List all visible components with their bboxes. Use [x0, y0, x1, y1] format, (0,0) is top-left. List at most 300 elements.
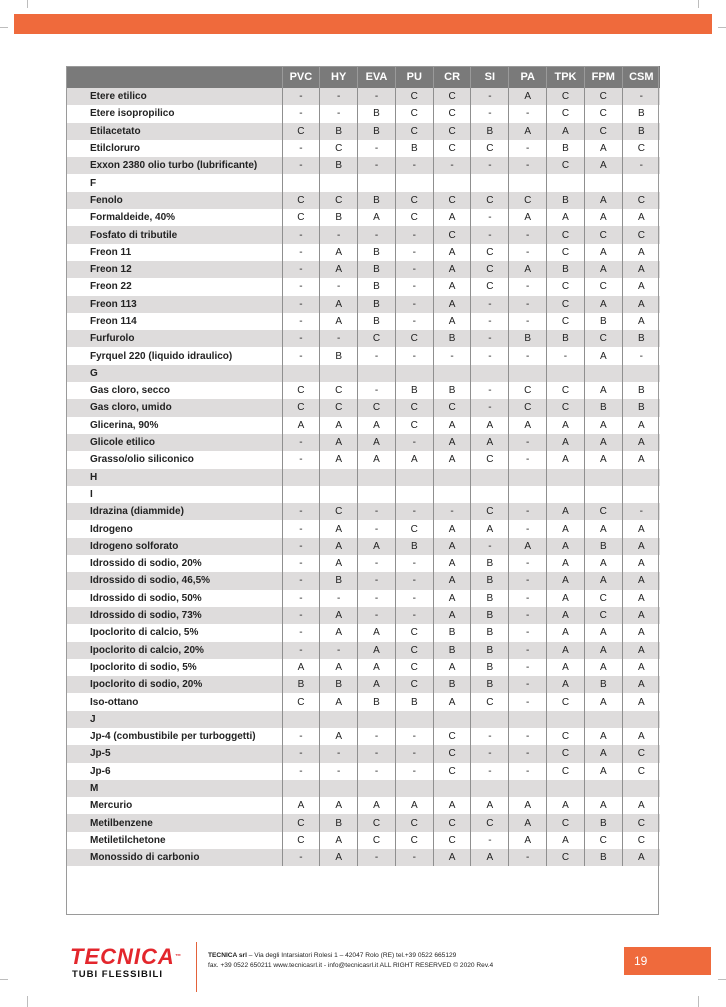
rating-cell: A: [433, 209, 471, 226]
rating-cell: [320, 365, 358, 382]
column-header: PA: [509, 66, 547, 88]
rating-cell: A: [547, 538, 585, 555]
rating-cell: -: [471, 347, 509, 364]
substance-name-cell: Monossido di carbonio: [66, 849, 282, 866]
rating-cell: -: [509, 157, 547, 174]
table-row: [66, 417, 660, 434]
rating-cell: A: [622, 261, 660, 278]
rating-cell: -: [471, 832, 509, 849]
rating-cell: [622, 486, 660, 503]
rating-cell: B: [433, 624, 471, 641]
substance-name-cell: Idrossido di sodio, 50%: [66, 590, 282, 607]
rating-cell: A: [471, 520, 509, 537]
rating-cell: -: [320, 590, 358, 607]
rating-cell: B: [584, 849, 622, 866]
rating-cell: A: [584, 693, 622, 710]
rating-cell: -: [358, 347, 396, 364]
rating-cell: B: [282, 676, 320, 693]
rating-cell: -: [471, 157, 509, 174]
rating-cell: C: [433, 192, 471, 209]
rating-cell: A: [509, 538, 547, 555]
substance-name-cell: Formaldeide, 40%: [66, 209, 282, 226]
rating-cell: [358, 486, 396, 503]
rating-cell: [320, 486, 358, 503]
rating-cell: B: [584, 676, 622, 693]
rating-cell: [622, 174, 660, 191]
substance-name-cell: Freon 113: [66, 296, 282, 313]
rating-cell: A: [547, 624, 585, 641]
rating-cell: -: [471, 538, 509, 555]
rating-cell: A: [622, 849, 660, 866]
rating-cell: -: [509, 105, 547, 122]
rating-cell: C: [547, 693, 585, 710]
rating-cell: C: [547, 814, 585, 831]
rating-cell: C: [471, 693, 509, 710]
rating-cell: C: [547, 105, 585, 122]
rating-cell: C: [584, 123, 622, 140]
rating-cell: A: [547, 417, 585, 434]
rating-cell: A: [622, 434, 660, 451]
rating-cell: A: [433, 538, 471, 555]
table-row: [66, 607, 660, 624]
rating-cell: -: [395, 278, 433, 295]
rating-cell: A: [622, 728, 660, 745]
rating-cell: C: [433, 728, 471, 745]
rating-cell: A: [584, 451, 622, 468]
table-row: [66, 572, 660, 589]
rating-cell: A: [433, 261, 471, 278]
rating-cell: [584, 174, 622, 191]
rating-cell: [471, 469, 509, 486]
substance-name-cell: Fenolo: [66, 192, 282, 209]
substance-name-cell: Idrazina (diammide): [66, 503, 282, 520]
rating-cell: [584, 711, 622, 728]
rating-cell: B: [358, 278, 396, 295]
rating-cell: A: [433, 296, 471, 313]
column-header: CR: [433, 66, 471, 88]
substance-name-cell: Ipoclorito di sodio, 20%: [66, 676, 282, 693]
rating-cell: -: [509, 693, 547, 710]
rating-cell: A: [622, 555, 660, 572]
company-info: [208, 951, 493, 971]
rating-cell: C: [358, 814, 396, 831]
rating-cell: -: [471, 296, 509, 313]
rating-cell: C: [395, 330, 433, 347]
rating-cell: -: [509, 572, 547, 589]
rating-cell: C: [622, 832, 660, 849]
rating-cell: [433, 780, 471, 797]
rating-cell: -: [509, 244, 547, 261]
rating-cell: -: [509, 296, 547, 313]
table-row: [66, 642, 660, 659]
rating-cell: C: [395, 209, 433, 226]
company-address: [208, 951, 493, 961]
table-row: [66, 261, 660, 278]
rating-cell: -: [282, 572, 320, 589]
rating-cell: A: [282, 417, 320, 434]
rating-cell: -: [509, 642, 547, 659]
rating-cell: C: [395, 88, 433, 105]
column-header: TPK: [547, 66, 585, 88]
rating-cell: A: [320, 538, 358, 555]
rating-cell: C: [547, 296, 585, 313]
rating-cell: -: [395, 849, 433, 866]
rating-cell: B: [547, 192, 585, 209]
rating-cell: [622, 780, 660, 797]
rating-cell: B: [320, 572, 358, 589]
rating-cell: A: [622, 244, 660, 261]
rating-cell: -: [509, 590, 547, 607]
rating-cell: B: [358, 123, 396, 140]
header-accent-bar: [14, 14, 712, 34]
table-row: [66, 382, 660, 399]
rating-cell: C: [547, 763, 585, 780]
rating-cell: C: [433, 88, 471, 105]
rating-cell: A: [584, 140, 622, 157]
rating-cell: A: [547, 555, 585, 572]
crop-mark: [27, 996, 28, 1007]
rating-cell: A: [471, 849, 509, 866]
rating-cell: A: [433, 607, 471, 624]
rating-cell: C: [547, 278, 585, 295]
rating-cell: B: [622, 123, 660, 140]
rating-cell: B: [471, 607, 509, 624]
rating-cell: -: [471, 763, 509, 780]
rating-cell: C: [584, 607, 622, 624]
table-row: [66, 174, 660, 191]
table-row: [66, 296, 660, 313]
rating-cell: C: [584, 832, 622, 849]
substance-name-cell: Ipoclorito di calcio, 20%: [66, 642, 282, 659]
rating-cell: [395, 711, 433, 728]
substance-name-cell: Exxon 2380 olio turbo (lubrificante): [66, 157, 282, 174]
rating-cell: [282, 486, 320, 503]
substance-name-cell: Etere isopropilico: [66, 105, 282, 122]
rating-cell: -: [395, 607, 433, 624]
rating-cell: A: [584, 642, 622, 659]
substance-name-cell: Iso-ottano: [66, 693, 282, 710]
rating-cell: C: [282, 209, 320, 226]
rating-cell: B: [471, 123, 509, 140]
rating-cell: -: [358, 503, 396, 520]
crop-mark: [698, 996, 699, 1007]
rating-cell: A: [622, 451, 660, 468]
rating-cell: A: [622, 520, 660, 537]
rating-cell: -: [433, 503, 471, 520]
rating-cell: A: [320, 313, 358, 330]
rating-cell: B: [395, 382, 433, 399]
rating-cell: B: [395, 140, 433, 157]
substance-name-cell: Metiletilchetone: [66, 832, 282, 849]
rating-cell: C: [584, 105, 622, 122]
rating-cell: A: [433, 659, 471, 676]
rating-cell: C: [509, 192, 547, 209]
rating-cell: [584, 486, 622, 503]
rating-cell: -: [471, 226, 509, 243]
rating-cell: [358, 469, 396, 486]
rating-cell: A: [509, 417, 547, 434]
rating-cell: A: [547, 607, 585, 624]
address-text: – Via degli Intarsiatori Rolesi 1 – 42047 Rolo (RE) tel.+39 0522 665129: [246, 952, 457, 959]
rating-cell: B: [622, 105, 660, 122]
substance-name-cell: Gas cloro, secco: [66, 382, 282, 399]
rating-cell: -: [622, 88, 660, 105]
rating-cell: A: [547, 503, 585, 520]
rating-cell: A: [320, 624, 358, 641]
rating-cell: -: [395, 313, 433, 330]
rating-cell: B: [320, 123, 358, 140]
rating-cell: C: [622, 814, 660, 831]
table-row: [66, 365, 660, 382]
rating-cell: C: [547, 88, 585, 105]
rating-cell: C: [395, 520, 433, 537]
rating-cell: -: [358, 140, 396, 157]
table-row: [66, 711, 660, 728]
rating-cell: [320, 711, 358, 728]
table-row: [66, 538, 660, 555]
table-row: [66, 590, 660, 607]
rating-cell: A: [584, 659, 622, 676]
rating-cell: -: [282, 226, 320, 243]
rating-cell: -: [471, 382, 509, 399]
rating-cell: B: [471, 555, 509, 572]
substance-name-cell: Freon 22: [66, 278, 282, 295]
rating-cell: -: [282, 278, 320, 295]
rating-cell: B: [320, 209, 358, 226]
header-blank-cell: [66, 66, 282, 88]
table-row: [66, 278, 660, 295]
rating-cell: A: [622, 417, 660, 434]
rating-cell: [433, 711, 471, 728]
rating-cell: A: [509, 88, 547, 105]
rating-cell: A: [395, 797, 433, 814]
rating-cell: -: [395, 590, 433, 607]
rating-cell: -: [509, 434, 547, 451]
rating-cell: -: [509, 555, 547, 572]
rating-cell: [320, 469, 358, 486]
rating-cell: A: [433, 244, 471, 261]
rating-cell: B: [358, 244, 396, 261]
rating-cell: [358, 711, 396, 728]
rating-cell: A: [584, 624, 622, 641]
rating-cell: C: [584, 503, 622, 520]
rating-cell: -: [358, 607, 396, 624]
rating-cell: A: [622, 209, 660, 226]
rating-cell: C: [395, 642, 433, 659]
rating-cell: [622, 365, 660, 382]
rating-cell: [509, 469, 547, 486]
rating-cell: C: [584, 590, 622, 607]
column-header: PU: [395, 66, 433, 88]
table-row: [66, 832, 660, 849]
rating-cell: -: [622, 347, 660, 364]
rating-cell: -: [282, 451, 320, 468]
rating-cell: B: [358, 105, 396, 122]
rating-cell: B: [395, 538, 433, 555]
crop-mark: [718, 979, 726, 980]
rating-cell: A: [433, 797, 471, 814]
rating-cell: A: [358, 642, 396, 659]
rating-cell: B: [358, 192, 396, 209]
rating-cell: C: [433, 399, 471, 416]
rating-cell: A: [584, 520, 622, 537]
rating-cell: A: [358, 538, 396, 555]
crop-mark: [0, 27, 8, 28]
rating-cell: C: [395, 832, 433, 849]
rating-cell: C: [471, 244, 509, 261]
rating-cell: A: [622, 659, 660, 676]
rating-cell: A: [471, 797, 509, 814]
rating-cell: -: [509, 728, 547, 745]
rating-cell: A: [622, 278, 660, 295]
rating-cell: A: [584, 728, 622, 745]
rating-cell: -: [282, 313, 320, 330]
rating-cell: -: [509, 347, 547, 364]
rating-cell: A: [320, 555, 358, 572]
rating-cell: -: [320, 745, 358, 762]
rating-cell: B: [471, 642, 509, 659]
rating-cell: A: [547, 123, 585, 140]
rating-cell: -: [358, 555, 396, 572]
rating-cell: -: [282, 849, 320, 866]
rating-cell: A: [433, 520, 471, 537]
rating-cell: A: [320, 607, 358, 624]
rating-cell: C: [622, 192, 660, 209]
rating-cell: -: [282, 244, 320, 261]
rating-cell: A: [320, 849, 358, 866]
rating-cell: -: [282, 503, 320, 520]
rating-cell: [282, 174, 320, 191]
rating-cell: B: [471, 590, 509, 607]
compatibility-table: [66, 66, 660, 866]
rating-cell: A: [622, 676, 660, 693]
table-row: [66, 313, 660, 330]
rating-cell: C: [509, 399, 547, 416]
rating-cell: C: [584, 226, 622, 243]
rating-cell: C: [282, 814, 320, 831]
rating-cell: C: [433, 140, 471, 157]
rating-cell: A: [358, 434, 396, 451]
rating-cell: [320, 174, 358, 191]
rating-cell: A: [320, 434, 358, 451]
rating-cell: [433, 469, 471, 486]
rating-cell: [547, 486, 585, 503]
column-header: SI: [471, 66, 509, 88]
rating-cell: -: [282, 642, 320, 659]
rating-cell: A: [509, 123, 547, 140]
rating-cell: A: [433, 693, 471, 710]
rating-cell: C: [433, 763, 471, 780]
rating-cell: A: [547, 590, 585, 607]
rating-cell: C: [433, 832, 471, 849]
rating-cell: A: [320, 451, 358, 468]
rating-cell: [471, 486, 509, 503]
rating-cell: [471, 365, 509, 382]
substance-name-cell: Furfurolo: [66, 330, 282, 347]
rating-cell: [471, 174, 509, 191]
rating-cell: C: [320, 382, 358, 399]
rating-cell: -: [358, 728, 396, 745]
rating-cell: B: [471, 572, 509, 589]
rating-cell: A: [320, 659, 358, 676]
rating-cell: A: [358, 417, 396, 434]
rating-cell: -: [622, 503, 660, 520]
rating-cell: A: [358, 797, 396, 814]
rating-cell: C: [471, 503, 509, 520]
rating-cell: A: [547, 520, 585, 537]
rating-cell: A: [320, 797, 358, 814]
rating-cell: C: [471, 814, 509, 831]
logo-wordmark: [70, 944, 182, 969]
rating-cell: C: [622, 140, 660, 157]
rating-cell: A: [547, 797, 585, 814]
rating-cell: -: [471, 105, 509, 122]
rating-cell: C: [547, 382, 585, 399]
rating-cell: C: [471, 451, 509, 468]
rating-cell: [282, 780, 320, 797]
substance-name-cell: Idrogeno: [66, 520, 282, 537]
rating-cell: C: [282, 832, 320, 849]
rating-cell: B: [547, 140, 585, 157]
rating-cell: [622, 469, 660, 486]
crop-mark: [718, 27, 726, 28]
rating-cell: C: [471, 192, 509, 209]
rating-cell: C: [433, 226, 471, 243]
rating-cell: C: [282, 399, 320, 416]
substance-name-cell: Freon 12: [66, 261, 282, 278]
rating-cell: -: [282, 330, 320, 347]
rating-cell: -: [282, 624, 320, 641]
rating-cell: -: [282, 763, 320, 780]
rating-cell: -: [395, 347, 433, 364]
rating-cell: B: [358, 296, 396, 313]
table-row: [66, 123, 660, 140]
rating-cell: -: [509, 226, 547, 243]
table-row: [66, 434, 660, 451]
rating-cell: C: [395, 624, 433, 641]
rating-cell: -: [282, 88, 320, 105]
rating-cell: -: [509, 659, 547, 676]
rating-cell: -: [395, 763, 433, 780]
rating-cell: C: [282, 123, 320, 140]
rating-cell: [509, 174, 547, 191]
rating-cell: C: [395, 676, 433, 693]
column-header: PVC: [282, 66, 320, 88]
rating-cell: -: [320, 330, 358, 347]
rating-cell: -: [320, 278, 358, 295]
rating-cell: -: [622, 157, 660, 174]
table-row: [66, 814, 660, 831]
rating-cell: [433, 174, 471, 191]
rating-cell: -: [509, 140, 547, 157]
rating-cell: B: [584, 399, 622, 416]
rating-cell: C: [547, 399, 585, 416]
rating-cell: [547, 711, 585, 728]
rating-cell: A: [358, 209, 396, 226]
rating-cell: A: [547, 572, 585, 589]
table-row: [66, 555, 660, 572]
rating-cell: -: [395, 244, 433, 261]
rating-cell: A: [358, 659, 396, 676]
rating-cell: -: [509, 313, 547, 330]
table-row: [66, 192, 660, 209]
rating-cell: -: [358, 590, 396, 607]
rating-cell: B: [433, 330, 471, 347]
rating-cell: [282, 469, 320, 486]
substance-name-cell: Idrossido di sodio, 73%: [66, 607, 282, 624]
rating-cell: -: [471, 88, 509, 105]
rating-cell: -: [433, 157, 471, 174]
